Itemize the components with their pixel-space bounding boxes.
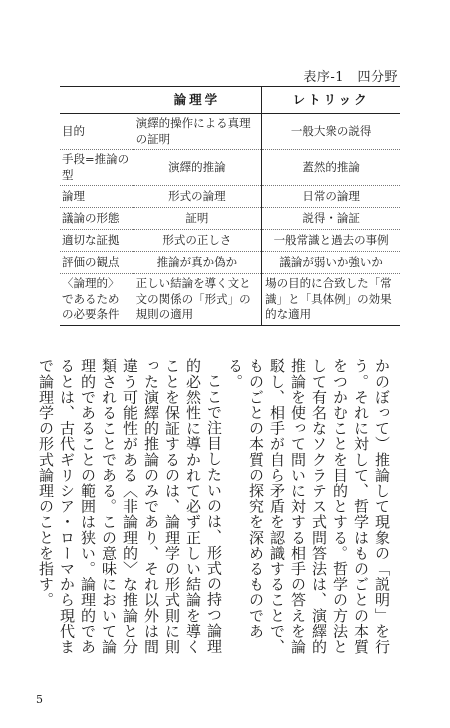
cell-rhetoric-evidence: 一般常識と過去の事例	[262, 230, 400, 252]
body-paragraph-1: かのぼって）推論して現象の「説明」を行う。それに対して、哲学はものごとの本質をつかむことを目的とする。哲学の方法として有名なソクラテス式問答法は、演繹的推論を使って問いに対する相手の答えを論駁し、相手が自ら矛盾を認識することで、ものごとの本質の探究を深めるものである。	[226, 358, 391, 655]
cell-rhetoric-evaluation: 議論が弱いか強いか	[262, 252, 400, 274]
table-header-row	[60, 87, 400, 114]
table-row	[60, 230, 400, 252]
header-logic: 論理学	[133, 87, 262, 114]
row-label-evidence: 適切な証拠	[60, 230, 133, 252]
cell-logic-condition: 正しい結論を導く文と文の関係の「形式」の規則の適用	[133, 274, 262, 326]
body-paragraph-2: ここで注目したいのは、形式の持つ論理的必然性に導かれて必ず正しい結論を導くことを保証するのは、論理学の形式則に則った演繹的推論のみであり、それ以外は間違う可能性がある〈非論理的〉な推論と分類されることである。この意味において論理的であることの範囲は狭い。論理的であるとは、古代ギリシア・ローマから現代まで論理学の形式論理のことを指す。	[37, 358, 223, 655]
header-rhetoric: レトリック	[262, 87, 400, 114]
table-row	[60, 114, 400, 150]
cell-logic-evaluation: 推論が真か偽か	[133, 252, 262, 274]
table-row	[60, 150, 400, 186]
cell-rhetoric-form: 説得・論証	[262, 208, 400, 230]
table-row	[60, 274, 400, 326]
cell-rhetoric-means: 蓋然的推論	[262, 150, 400, 186]
vertical-body-text	[37, 358, 392, 668]
row-label-logic: 論理	[60, 186, 133, 208]
row-label-form: 議論の形態	[60, 208, 133, 230]
header-blank	[60, 87, 133, 114]
row-label-condition: 〈論理的〉であるための必要条件	[60, 274, 133, 326]
cell-logic-means: 演繹的推論	[133, 150, 262, 186]
cell-logic-form: 証明	[133, 208, 262, 230]
cell-rhetoric-purpose: 一般大衆の説得	[262, 114, 400, 150]
table-row	[60, 208, 400, 230]
row-label-evaluation: 評価の観点	[60, 252, 133, 274]
comparison-table	[60, 86, 400, 326]
cell-rhetoric-logic: 日常の論理	[262, 186, 400, 208]
table-caption: 表序-1 四分野	[303, 70, 398, 85]
row-label-means: 手段=推論の型	[60, 150, 133, 186]
cell-rhetoric-condition: 場の目的に合致した「常識」と「具体例」の効果的な適用	[262, 274, 400, 326]
cell-logic-evidence: 形式の正しさ	[133, 230, 262, 252]
page-number: 5	[36, 693, 43, 706]
table-row	[60, 186, 400, 208]
row-label-purpose: 目的	[60, 114, 133, 150]
table-row	[60, 252, 400, 274]
cell-logic-logic: 形式の論理	[133, 186, 262, 208]
cell-logic-purpose: 演繹的操作による真理の証明	[133, 114, 262, 150]
